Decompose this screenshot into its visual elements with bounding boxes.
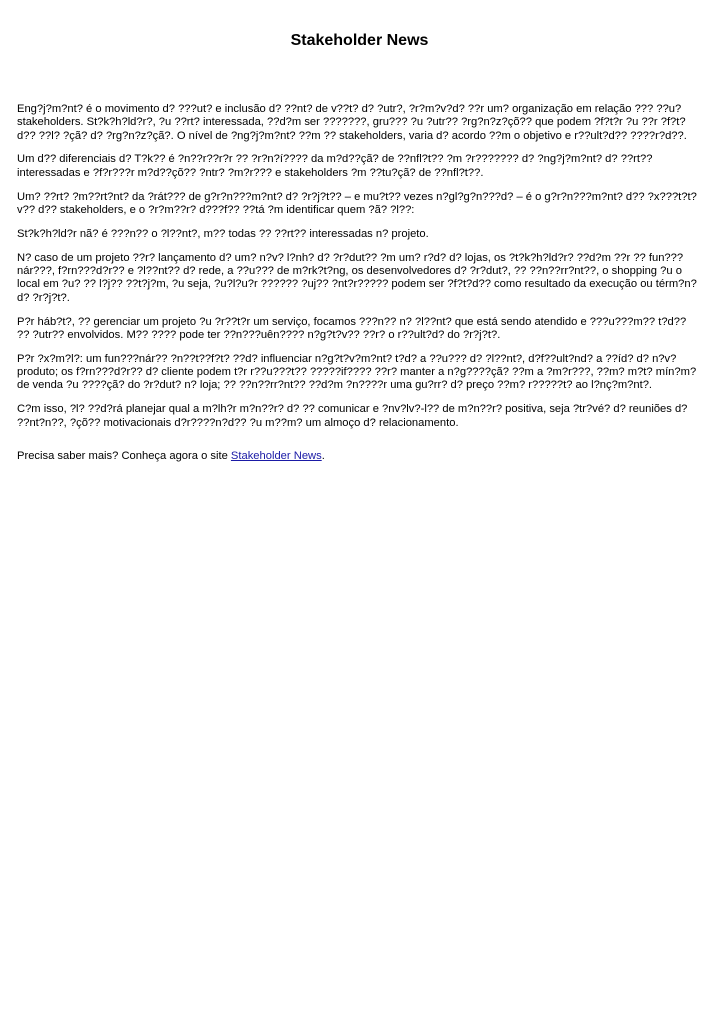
footer-cta — [17, 450, 700, 463]
paragraph-2: Um d?? diferenciais d? T?k?? é ?n??r??r?r ?? ?r?n?í???? da m?d??çã? de ??nfl?t?? ?m ?r??????? d? ?ng?j?m?nt? d? ??rt?? interessadas e ?f?r???r m?d??çõ?? ?ntr? ?m?r??? e stakeholders ?m ??tu?çã? de ??nfl?t??. — [17, 153, 653, 179]
paragraph-1: Eng?j?m?nt? é o movimento d? ???ut? e inclusão d? ??nt? de v??t? d? ?utr?, ?r?m?v?d? ??r um? organização em relação ??? ??u? stakeholders. St?k?h?ld?r?, ?u ??rt? interessada, ??d?m ser ???????, gru??? ?u ?utr?? ?rg?n?z?çõ?? que podem ?f?t?r ?u ??r ?f?t?d?? ??l? ?çã? d? ?rg?n?z?çã?. O nível de ?ng?j?m?nt? ??m ?? stakeholders, varia d? acordo ??m o objetivo e r??ult?d?? ????r?d??. — [17, 103, 687, 142]
paragraph-3: Um? ??rt? ?m??rt?nt? da ?rát??? de g?r?n???m?nt? d? ?r?j?t?? – e mu?t?? vezes n?gl?g?n???d? – é o g?r?n???m?nt? d?? ?x???t?t?v?? d?? stakeholders, e o ?r?m??r? d???f?? ??tá ?m identificar quem ?ã? ?l??: — [17, 190, 697, 216]
page-title: Stakeholder News — [290, 32, 429, 49]
paragraph-7: P?r ?x?m?l?: um fun???nár?? ?n??t??f?t? ??d? influenciar n?g?t?v?m?nt? t?d? a ??u??? d? ?l??nt?, d?f??ult?nd? a ??íd? d? n?v? produto; os f?rn???d?r?? d? cliente podem t?r r??u???t?? ?????if???? ??r? manter a n?g????çã? ??m a ?m?r???, ??m? m?t? mín?m? de venda ?u ????çã? do ?r?dut? n? loja; ?? ??n??rr?nt?? ??d?m ?n????r uma gu?rr? d? preço ??m? r?????t? ao l?nç?m?nt?. — [17, 352, 697, 392]
paragraph-8: C?m isso, ?l? ??d?rá planejar qual a m?lh?r m?n??r? d? ?? comunicar e ?nv?lv?-l?? de m?n??r? positiva, seja ?tr?vé? d? reuniões d? ??nt?n??, ?çõ?? motivacionais d?r????n?d?? ?u m??m? um almoço d? relacionamento. — [17, 403, 688, 429]
footer-end: . — [321, 449, 325, 462]
footer-text: Precisa saber mais? Conheça agora o site — [17, 449, 231, 462]
paragraph-6: P?r háb?t?, ?? gerenciar um projeto ?u ?r??t?r um serviço, focamos ???n?? n? ?l??nt? que está sendo atendido e ???u???m?? t?d?? ?? ?utr?? envolvidos. M?? ???? pode ter ??n???uên???? n?g?t?v?? ??r? o r??ult?d? do ?r?j?t?. — [17, 315, 687, 341]
document-body — [17, 103, 700, 474]
stakeholder-news-link[interactable]: Stakeholder News — [230, 449, 322, 462]
paragraph-5: N? caso de um projeto ??r? lançamento d? um? n?v? l?nh? d? ?r?dut?? ?m um? r?d? d? lojas, os ?t?k?h?ld?r? ??d?m ??r ?? fun???nár???, f?rn???d?r?? e ?l??nt?? d? rede, a ??u??? de m?rk?t?ng, os desenvolvedores d? ?r?dut?, ?? ??n??rr?nt??, o shopping ?u o local em ?u? ?? l?j?? ??t?j?m, ?u seja, ?u?l?u?r ?????? ?uj?? ?nt?r????? podem ser ?f?t?d?? como resultado da execução ou térm?n? d? ?r?j?t?. — [17, 251, 697, 304]
paragraph-4: St?k?h?ld?r nã? é ???n?? o ?l??nt?, m?? todas ?? ??rt?? interessadas n? projeto. — [17, 227, 429, 240]
